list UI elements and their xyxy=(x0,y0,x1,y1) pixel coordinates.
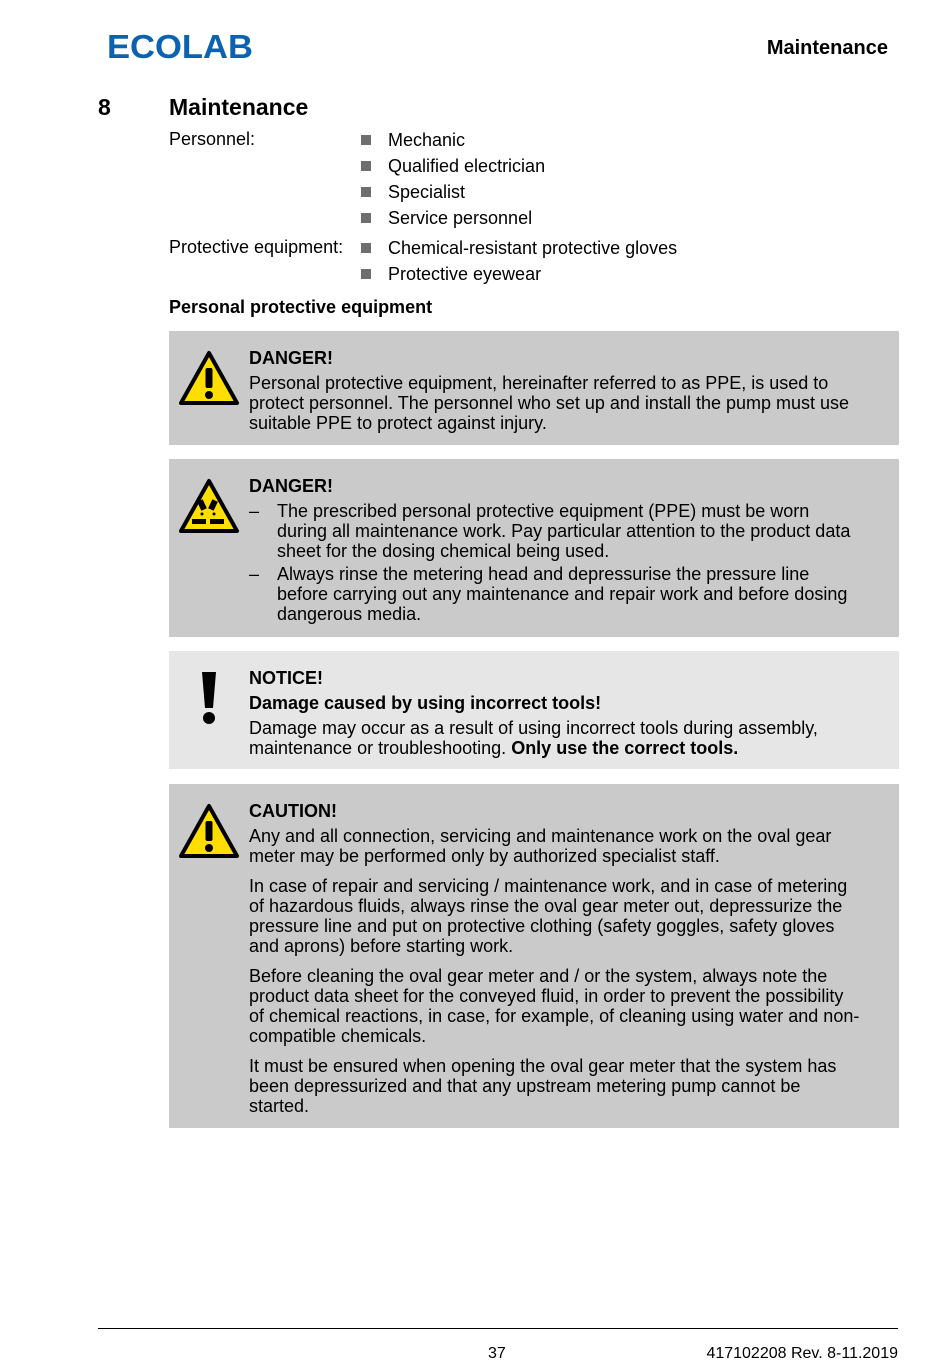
caution-paragraph: Before cleaning the oval gear meter and / or the system, always note the product data sheet for the conveyed fluid, in order to prevent the possibility of chemical reactions, in case, for example, of cleaning using water and non-compatible chemicals. xyxy=(249,966,860,1046)
list-item: Qualified electrician xyxy=(361,155,545,181)
warning-triangle-icon xyxy=(178,350,240,406)
caution-paragraph: It must be ensured when opening the oval gear meter that the system has been depressurized and that any upstream metering pump cannot be started. xyxy=(249,1056,837,1116)
section-number: 8 xyxy=(98,94,111,120)
danger-title: DANGER! xyxy=(249,348,333,368)
dash-marker: – xyxy=(249,564,260,584)
list-item: Specialist xyxy=(361,181,545,207)
list-item: Service personnel xyxy=(361,207,545,233)
personnel-label: Personnel: xyxy=(169,129,256,149)
section-title: Maintenance xyxy=(169,94,309,120)
notice-box xyxy=(169,651,899,769)
caution-box xyxy=(169,784,899,1128)
corrosive-substance-icon xyxy=(178,478,240,534)
document-reference: 417102208 Rev. 8-11.2019 xyxy=(706,1345,898,1362)
list-item xyxy=(249,501,863,561)
danger-item-text: The prescribed personal protective equipment (PPE) must be worn during all maintenance work. Pay particular attention to the product data sheet for the dosing chemical being used. xyxy=(277,501,851,561)
svg-text:ECOLAB: ECOLAB xyxy=(107,29,253,63)
danger-item-text: Always rinse the metering head and depressurise the pressure line before carrying out any maintenance and repair work and before dosing dangerous media. xyxy=(277,564,848,624)
ppe-heading: Personal protective equipment xyxy=(169,297,433,317)
page-number: 37 xyxy=(488,1345,506,1362)
ecolab-logo xyxy=(107,29,257,63)
header-title: Maintenance xyxy=(766,37,888,59)
protective-equipment-label: Protective equipment: xyxy=(169,237,344,257)
danger-box-chemical xyxy=(169,459,899,637)
exclamation-icon xyxy=(198,670,220,726)
caution-paragraph: In case of repair and servicing / maintenance work, and in case of metering of hazardous fluids, always rinse the oval gear meter out, depressurize the pressure line and put on protective clothing (safety goggles, safety gloves and aprons) before starting work. xyxy=(249,876,848,956)
notice-text xyxy=(249,718,863,758)
danger-title: DANGER! xyxy=(249,476,333,496)
danger-text: Personal protective equipment, hereinafter referred to as PPE, is used to protect personnel. The personnel who set up and install the pump must use suitable PPE to protect against injury. xyxy=(249,373,850,433)
caution-title: CAUTION! xyxy=(249,801,337,821)
personnel-list xyxy=(361,129,545,233)
notice-title: NOTICE! xyxy=(249,668,323,688)
notice-body: Damage may occur as a result of using incorrect tools during assembly, maintenance or troubleshooting. xyxy=(249,718,818,758)
warning-triangle-icon xyxy=(178,803,240,859)
list-item xyxy=(249,564,863,624)
notice-emphasis: Only use the correct tools. xyxy=(511,738,739,758)
footer-divider xyxy=(98,1328,898,1329)
notice-subtitle: Damage caused by using incorrect tools! xyxy=(249,693,602,713)
dash-marker: – xyxy=(249,501,260,521)
danger-box xyxy=(169,331,899,445)
list-item: Mechanic xyxy=(361,129,545,155)
list-item: Protective eyewear xyxy=(361,263,677,289)
caution-paragraph: Any and all connection, servicing and maintenance work on the oval gear meter may be performed only by authorized specialist staff. xyxy=(249,826,832,866)
protective-equipment-list xyxy=(361,237,677,289)
list-item: Chemical-resistant protective gloves xyxy=(361,237,677,263)
